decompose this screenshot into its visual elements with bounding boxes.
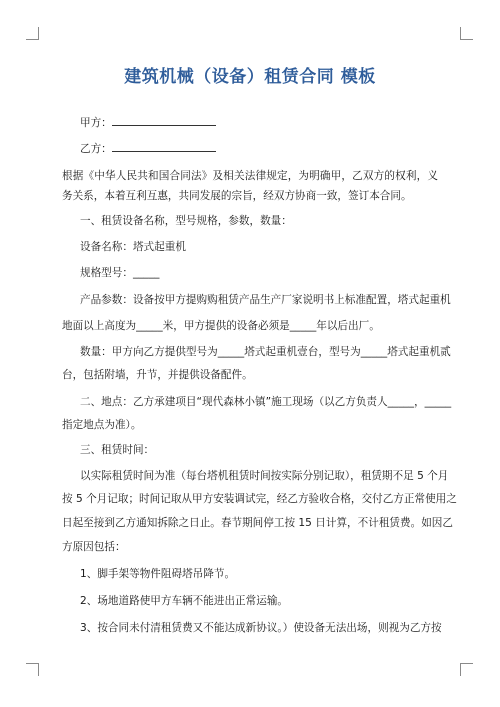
corner-mark-top-left bbox=[26, 27, 39, 40]
section-heading: 一、租赁设备名称，型号规格，参数，数量： bbox=[80, 215, 292, 227]
party-b-blank[interactable] bbox=[112, 140, 216, 152]
list-item: 3、按合同未付清租赁费又不能达成新协议。）使设备无法出场，则视为乙方按 bbox=[80, 622, 442, 634]
body-line: 数量：甲方向乙方提供型号为_____塔式起重机壹台，型号为_____塔式起重机贰 bbox=[80, 346, 451, 358]
list-item: 2、场地道路使甲方车辆不能进出正常运输。 bbox=[80, 595, 289, 607]
section-heading: 三、租赁时间： bbox=[80, 444, 155, 456]
body-line: 根据《中华人民共和国合同法》及相关法律规定，为明确甲，乙双方的权利，义 bbox=[62, 170, 438, 182]
corner-mark-bottom-right bbox=[460, 663, 473, 676]
body-line: 以实际租赁时间为准（每台塔机租赁时间按实际分别记取），租赁期不足 5 个月 bbox=[80, 470, 449, 482]
document-title: 建筑机械（设备）租赁合同 模板 bbox=[124, 67, 376, 87]
body-line: 务关系，本着互利互惠，共同发展的宗旨，经双方协商一致，签订本合同。 bbox=[62, 190, 412, 202]
body-line: 产品参数：设备按甲方提购购租赁产品生产厂家说明书上标准配置，塔式起重机 bbox=[80, 294, 451, 306]
body-line: 日起至接到乙方通知拆除之日止。春节期间停工按 15 日计算，不计租赁费。如因乙 bbox=[62, 517, 453, 529]
body-line: 方原因包括： bbox=[62, 541, 126, 553]
body-line: 地面以上高度为_____米，甲方提供的设备必须是_____年以后出厂。 bbox=[62, 320, 380, 332]
list-item: 1、脚手架等物件阻碍塔吊降节。 bbox=[80, 568, 236, 580]
body-line: 台，包括附墙，升节，并提供设备配件。 bbox=[62, 369, 253, 381]
party-a-line bbox=[80, 114, 216, 130]
corner-mark-top-right bbox=[460, 27, 473, 40]
body-line: 设备名称：塔式起重机 bbox=[80, 241, 186, 253]
party-a-blank[interactable] bbox=[112, 114, 216, 126]
body-line: 按 5 个月记取；时间记取从甲方安装调试完，经乙方验收合格，交付乙方正常使用之 bbox=[62, 493, 457, 505]
party-a-label: 甲方： bbox=[80, 117, 112, 129]
body-line: 指定地点为准）。 bbox=[62, 419, 142, 431]
party-b-line bbox=[80, 140, 216, 156]
body-line: 规格型号：_____ bbox=[80, 267, 160, 279]
party-b-label: 乙方： bbox=[80, 143, 112, 155]
section-heading: 二、地点：乙方承建项目“现代森林小镇”施工现场（以乙方负责人_____，_____ bbox=[80, 396, 452, 408]
corner-mark-bottom-left bbox=[26, 663, 39, 676]
